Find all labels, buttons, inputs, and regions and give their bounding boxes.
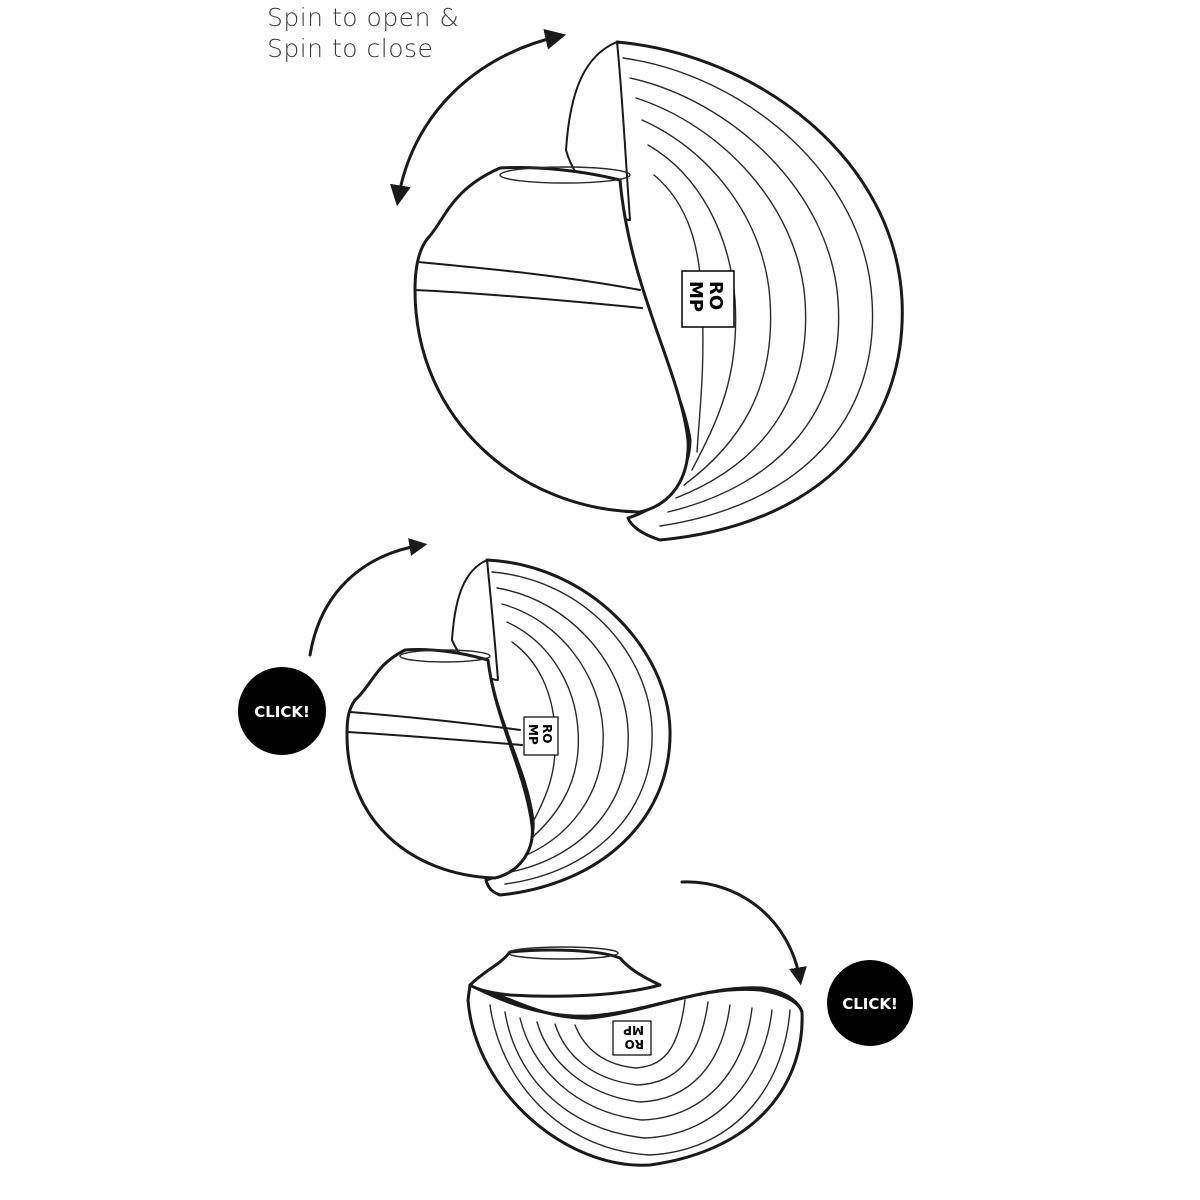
large-logo-line-2: MP <box>685 281 706 313</box>
closed-logo-line-1: RO <box>624 1037 644 1051</box>
curved-arrow-icon <box>310 545 422 655</box>
medium-logo-line-1: RO <box>540 724 554 744</box>
closed-top-cap <box>470 950 660 996</box>
large-device-open <box>398 36 902 540</box>
closed-logo-line-2: MP <box>623 1023 644 1037</box>
curved-arrow-icon <box>682 882 800 980</box>
medium-device-closing <box>238 545 670 895</box>
instruction-line-1: Spin to open & <box>267 3 460 32</box>
click-badge-left-label: CLICK! <box>254 703 310 721</box>
medium-logo-line-2: MP <box>526 724 540 745</box>
medium-brand-logo <box>524 717 558 755</box>
small-device-closed <box>468 882 913 1165</box>
large-brand-logo <box>682 271 734 327</box>
closed-brand-logo <box>613 1021 651 1055</box>
instruction-line-2: Spin to close <box>267 34 434 63</box>
large-logo-line-1: RO <box>705 281 726 311</box>
click-badge-right-label: CLICK! <box>842 995 898 1013</box>
